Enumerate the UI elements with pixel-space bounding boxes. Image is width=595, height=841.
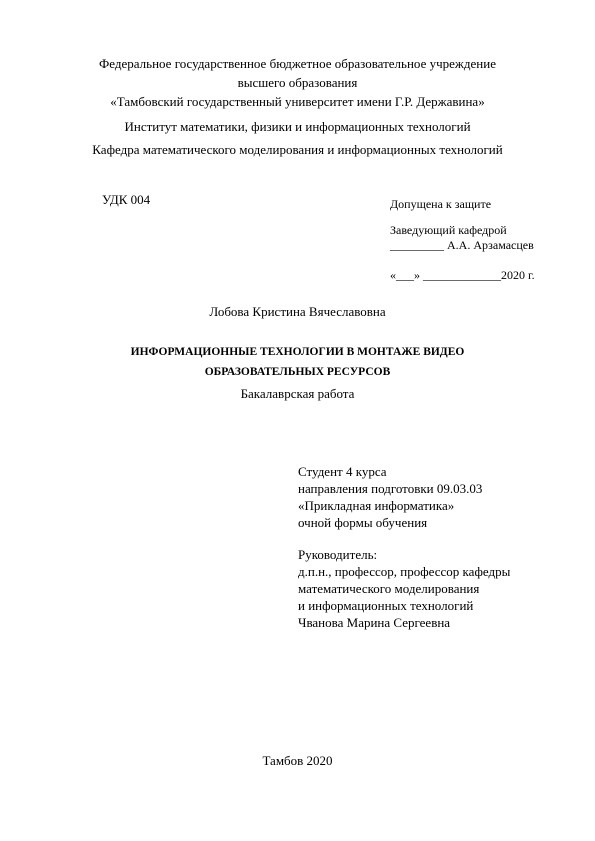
supervisor-name: Чванова Марина Сергеевна	[298, 615, 451, 630]
header-university-name: «Тамбовский государственный университет имени Г.Р. Державина»	[110, 94, 485, 109]
supervisor-degree: д.п.н., профессор, профессор кафедры	[298, 564, 511, 579]
thesis-title-line2: ОБРАЗОВАТЕЛЬНЫХ РЕСУРСОВ	[204, 366, 391, 378]
author-name: Лобова Кристина Вячеславовна	[209, 304, 386, 319]
supervisor-department-line2: и информационных технологий	[298, 598, 474, 613]
student-course: Студент 4 курса	[298, 464, 387, 479]
approval-head-signature: _________ А.А. Арзамасцев	[390, 238, 534, 252]
header-department: Кафедра математического моделирования и информационных технологий	[92, 142, 503, 157]
student-direction: направления подготовки 09.03.03	[298, 481, 483, 496]
approval-admitted: Допущена к защите	[390, 197, 492, 211]
supervisor-department-line1: математического моделирования	[298, 581, 480, 596]
header-organization-line: Федеральное государственное бюджетное образовательное учреждение	[99, 56, 496, 71]
approval-date: «___» _____________2020 г.	[390, 268, 535, 282]
thesis-title-line1: ИНФОРМАЦИОННЫЕ ТЕХНОЛОГИИ В МОНТАЖЕ ВИДЕО	[130, 346, 465, 358]
udk-code: УДК 004	[102, 192, 151, 207]
approval-head-title: Заведующий кафедрой	[390, 223, 507, 237]
student-study-form: очной формы обучения	[298, 515, 428, 530]
supervisor-label: Руководитель:	[298, 547, 378, 562]
header-institute: Институт математики, физики и информационных технологий	[124, 119, 471, 134]
student-profile: «Прикладная информатика»	[298, 498, 455, 513]
work-type: Бакалаврская работа	[240, 386, 355, 401]
header-education-level: высшего образования	[237, 75, 358, 90]
footer-city-year: Тамбов 2020	[262, 753, 333, 768]
